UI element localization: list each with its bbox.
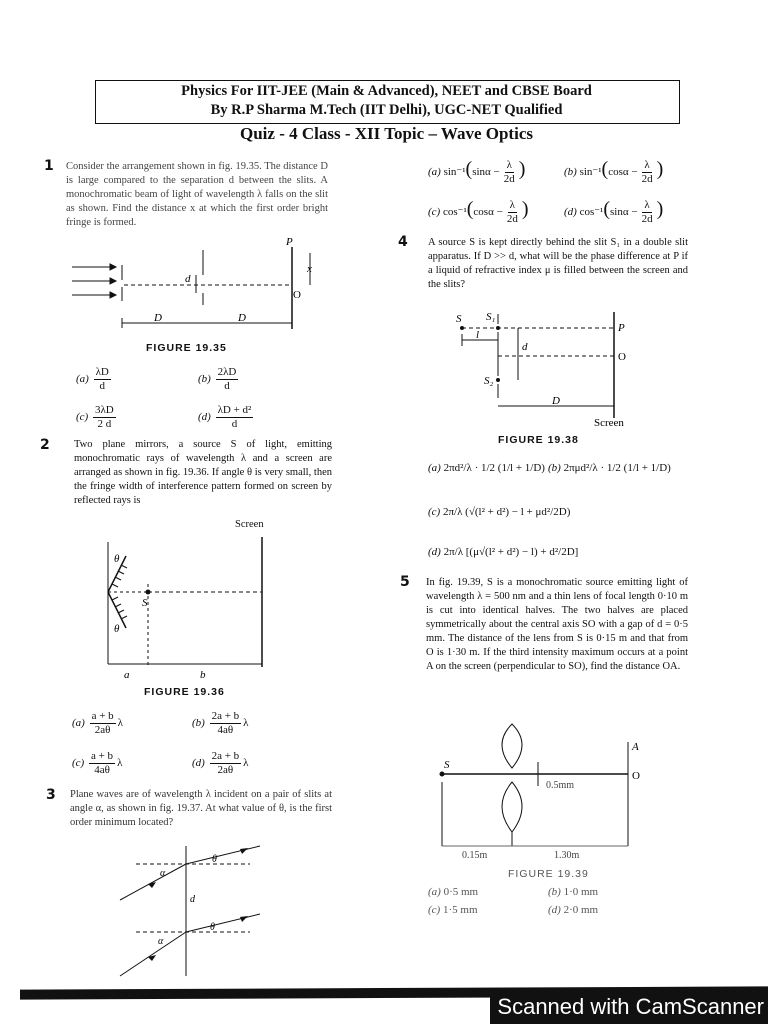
q5-option-d[interactable]: (d) 2·0 mm <box>548 904 599 916</box>
fig39-label-dist1: 0.15m <box>462 850 488 861</box>
header-author: By R.P Sharma M.Tech (IIT Delhi), UGC-NET Qualified <box>210 102 563 118</box>
camscanner-watermark: Scanned with CamScanner <box>490 990 768 1024</box>
fig38-label-l: l <box>476 329 480 341</box>
fig35-label-x: x <box>307 263 312 275</box>
figure-19-35-caption: FIGURE 19.35 <box>146 342 227 354</box>
q2-option-d[interactable]: (d) $\frac{2a + b}{2a\theta}$ λ <box>192 750 249 776</box>
fig38-label-d: d <box>522 341 528 353</box>
fig39-label-dist2: 1.30m <box>554 850 580 861</box>
fig36-label-b: b <box>200 669 206 681</box>
q4-option-c[interactable]: (c) 2π/λ (√(l² + d²) − l + μd²/2D) <box>428 506 571 518</box>
fig35-label-d: d <box>185 273 191 285</box>
fig38-label-s: S <box>456 313 462 325</box>
q1-option-a[interactable]: (a) $\frac{\lambda D}{d}$ <box>76 366 109 392</box>
q3-option-c[interactable]: (c) cos⁻¹(cosα − $\frac{\lambda}{2d}$ ) <box>428 198 529 225</box>
fig39-label-gap: 0.5mm <box>546 780 575 791</box>
fig38-label-big-d: D <box>552 395 560 407</box>
fig39-label-a: A <box>632 741 639 753</box>
figure-19-37-diagram <box>100 836 290 986</box>
q5-option-b[interactable]: (b) 1·0 mm <box>548 886 599 898</box>
fig36-label-screen: Screen <box>235 519 264 530</box>
fig38-label-screen: Screen <box>594 417 624 429</box>
fig36-label-a: a <box>124 669 130 681</box>
q3-option-b[interactable]: (b) sin⁻¹(cosα − $\frac{\lambda}{2d}$ ) <box>564 158 664 185</box>
q4-option-a[interactable]: (a) 2πd²/λ · 1/2 (1/l + 1/D) <box>428 462 545 474</box>
quiz-title: Quiz - 4 Class - XII Topic – Wave Optics <box>240 124 533 143</box>
q5-option-c[interactable]: (c) 1·5 mm <box>428 904 478 916</box>
question-1-number: 1 <box>44 158 54 174</box>
figure-19-39-caption: FIGURE 19.39 <box>508 868 589 880</box>
fig36-label-s: S <box>142 597 148 609</box>
figure-19-39-diagram <box>436 722 656 864</box>
question-4-number: 4 <box>398 234 408 250</box>
q3-option-a[interactable]: (a) sin⁻¹(sinα − $\frac{\lambda}{2d}$ ) <box>428 158 526 185</box>
fig37-label-theta-bottom: θ <box>210 922 215 933</box>
q3-option-d[interactable]: (d) cos⁻¹(sinα − $\frac{\lambda}{2d}$ ) <box>564 198 664 225</box>
fig38-label-p: P <box>618 322 625 334</box>
q1-option-b[interactable]: (b) $\frac{2\lambda D}{d}$ <box>198 366 237 392</box>
figure-19-35-diagram <box>60 235 330 340</box>
q2-option-b[interactable]: (b) $\frac{2a + b}{4a\theta}$ λ <box>192 710 249 736</box>
fig37-label-alpha-bottom: α <box>158 936 164 947</box>
q2-option-c[interactable]: (c) $\frac{a + b}{4a\theta}$ λ <box>72 750 123 776</box>
q1-option-c[interactable]: (c) $\frac{3\lambda D}{2 d}$ <box>76 404 114 430</box>
figure-19-38-caption: FIGURE 19.38 <box>498 434 579 446</box>
q4-option-d[interactable]: (d) 2π/λ [(μ√(l² + d²) − l) + d²/2D] <box>428 546 579 558</box>
question-2-number: 2 <box>40 437 50 453</box>
fig39-label-s: S <box>444 759 450 771</box>
q2-option-a[interactable]: (a) $\frac{a + b}{2a\theta}$ λ <box>72 710 124 736</box>
fig38-label-o: O <box>618 351 626 363</box>
fig39-label-o: O <box>632 770 640 782</box>
fig35-label-d2: D <box>238 312 246 324</box>
header-title: Physics For IIT-JEE (Main & Advanced), NEET and CBSE Board <box>181 83 592 99</box>
question-3-text: Plane waves are of wavelength λ incident on a pair of slits at angle α, as shown in fig. 19.37. At what value of θ, is the first order minimum located? <box>70 789 332 828</box>
question-5-number: 5 <box>400 574 410 590</box>
fig37-label-d: d <box>190 894 195 905</box>
fig36-label-theta-top: θ <box>114 553 120 565</box>
fig36-label-theta-bottom: θ <box>114 623 120 635</box>
fig37-label-alpha-top: α <box>160 868 166 879</box>
question-2-text: Two plane mirrors, a source S of light, emitting monochromatic rays of wavelength λ and a screen are arranged as shown in fig. 19.36. If angle θ is very small, then the fringe width of interference pattern formed on screen by reflected rays is <box>74 439 332 506</box>
question-4-text: A source S is kept directly behind the slit S₁ in a double slit apparatus. If D >> d, what will be the phase difference at P if a liquid of refractive index μ is filled between the screen and the slits? <box>428 237 688 290</box>
fig37-label-theta-top: θ <box>212 854 217 865</box>
question-5-text: In fig. 19.39, S is a monochromatic source emitting light of wavelength λ = 500 nm and a thin lens of focal length 0·10 m is cut into identical halves. The two halves are placed symmetrically about the central axis SO with a gap of d = 0·5 mm. The distance of the lens from S is 0·15 m and that from O is 1·30 m. If the third intensity maximum occurs at a point A on the screen (perpendicular to SO), find the distance OA. <box>426 577 688 672</box>
question-1-text: Consider the arrangement shown in fig. 19.35. The distance D is large compared to the separation d between the slits. A monochromatic beam of light of wavelength λ falls on the slit as shown. Find the distance x at which the first order bright fringe is formed. <box>66 161 328 228</box>
fig35-label-d1: D <box>154 312 162 324</box>
fig35-label-p: P <box>286 236 293 248</box>
figure-19-36-diagram <box>96 532 286 684</box>
fig38-label-s2: S₂ <box>484 375 494 387</box>
figure-19-36-caption: FIGURE 19.36 <box>144 686 225 698</box>
figure-19-38-diagram <box>448 308 638 432</box>
fig38-label-s1: S₁ <box>486 311 496 323</box>
q1-option-d[interactable]: (d) $\frac{\text{λD + d²}}{d}$ <box>198 404 252 430</box>
q5-option-a[interactable]: (a) 0·5 mm <box>428 886 479 898</box>
fig35-label-o: O <box>293 289 301 301</box>
q4-option-b[interactable]: (b) 2πμd²/λ · 1/2 (1/l + 1/D) <box>548 462 671 474</box>
question-3-number: 3 <box>46 787 56 803</box>
